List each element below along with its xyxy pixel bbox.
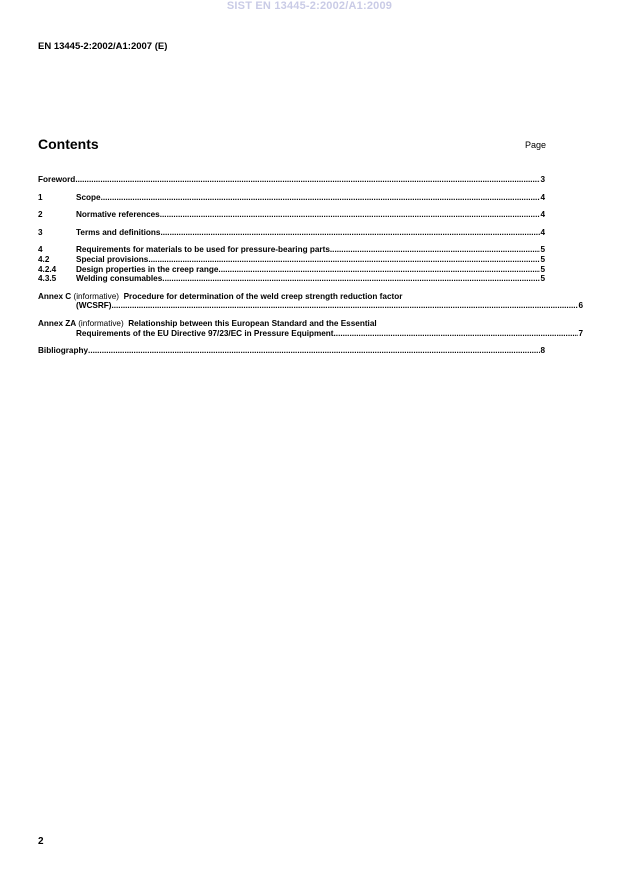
leader-dots xyxy=(330,245,541,255)
toc-entry-number: 3 xyxy=(38,227,43,237)
toc-entry-foreword[interactable] xyxy=(38,175,545,185)
annex-label: Annex C xyxy=(38,291,72,301)
contents-heading xyxy=(38,136,546,156)
toc-entry-number: 2 xyxy=(38,210,43,220)
toc-entry-special-provisions[interactable] xyxy=(38,255,545,265)
toc-entry-number: 4 xyxy=(38,245,43,255)
leader-dots xyxy=(218,265,540,275)
page-column-label: Page xyxy=(524,140,546,150)
toc-entry-text: Scope xyxy=(76,192,101,202)
annex-title-line2: Requirements of the EU Directive 97/23/EC in Pressure Equipment xyxy=(76,328,334,338)
toc-page-number: 5 xyxy=(540,254,545,264)
leader-dots xyxy=(160,210,541,220)
toc-page-number: 4 xyxy=(540,210,545,220)
toc-entry-bibliography[interactable] xyxy=(38,346,545,356)
toc-page-number: 4 xyxy=(540,192,545,202)
annex-label: Annex ZA xyxy=(38,318,76,328)
toc-entry-text: Design properties in the creep range xyxy=(76,264,219,274)
toc-entry-number: 4.2 xyxy=(38,254,50,264)
annex-continuation xyxy=(38,301,583,311)
toc-entry-text: Requirements for materials to be used for pressure-bearing parts xyxy=(76,245,330,255)
leader-dots xyxy=(160,228,540,238)
leader-dots xyxy=(334,329,579,339)
toc-entry-annex-c[interactable] xyxy=(38,291,583,311)
toc-page-number: 8 xyxy=(540,346,545,356)
toc-entry-number: 4.3.5 xyxy=(38,274,57,284)
toc-entry-normative-references[interactable] xyxy=(38,210,545,220)
contents-title: Contents xyxy=(38,136,99,152)
annex-title-line1: Relationship between this European Standard and the Essential xyxy=(128,318,377,328)
annex-first-line xyxy=(38,319,545,329)
leader-dots xyxy=(111,301,578,311)
annex-title-line2: (WCSRF) xyxy=(76,301,112,311)
annex-first-line xyxy=(38,292,545,302)
standard-identifier: EN 13445-2:2002/A1:2007 (E) xyxy=(38,41,168,52)
toc-entry-text: Terms and definitions xyxy=(76,227,161,237)
leader-dots xyxy=(75,175,540,185)
leader-dots xyxy=(101,193,541,203)
toc-entry-text: Foreword xyxy=(38,175,76,184)
annex-informative: (informative) xyxy=(78,318,124,328)
leader-dots xyxy=(162,274,540,284)
page-number: 2 xyxy=(38,836,44,847)
toc-entry-design-properties[interactable] xyxy=(38,265,545,275)
watermark: SIST EN 13445-2:2002/A1:2009 xyxy=(226,0,393,12)
toc-entry-requirements[interactable] xyxy=(38,245,545,255)
toc-entry-welding-consumables[interactable] xyxy=(38,274,545,284)
table-of-contents xyxy=(38,175,583,356)
toc-page-number: 3 xyxy=(540,175,545,184)
toc-entry-terms[interactable] xyxy=(38,228,545,238)
toc-entry-number: 1 xyxy=(38,192,43,202)
annex-informative: (informative) xyxy=(73,291,119,301)
toc-page-number: 6 xyxy=(578,301,583,311)
toc-entry-text: Bibliography xyxy=(38,346,89,356)
toc-entry-number: 4.2.4 xyxy=(38,264,57,274)
toc-entry-annex-za[interactable] xyxy=(38,318,583,338)
leader-dots xyxy=(88,346,540,356)
toc-page-number: 7 xyxy=(578,328,583,338)
toc-entry-text: Welding consumables xyxy=(76,274,163,284)
toc-entry-text: Normative references xyxy=(76,210,160,220)
toc-entry-scope[interactable] xyxy=(38,193,545,203)
toc-page-number: 5 xyxy=(540,245,545,255)
toc-entry-text: Special provisions xyxy=(76,254,149,264)
toc-page-number: 4 xyxy=(540,227,545,237)
toc-page-number: 5 xyxy=(540,264,545,274)
toc-page-number: 5 xyxy=(540,274,545,284)
leader-dots xyxy=(148,255,540,265)
annex-continuation xyxy=(38,329,583,339)
annex-title-line1: Procedure for determination of the weld creep strength reduction factor xyxy=(123,291,403,301)
